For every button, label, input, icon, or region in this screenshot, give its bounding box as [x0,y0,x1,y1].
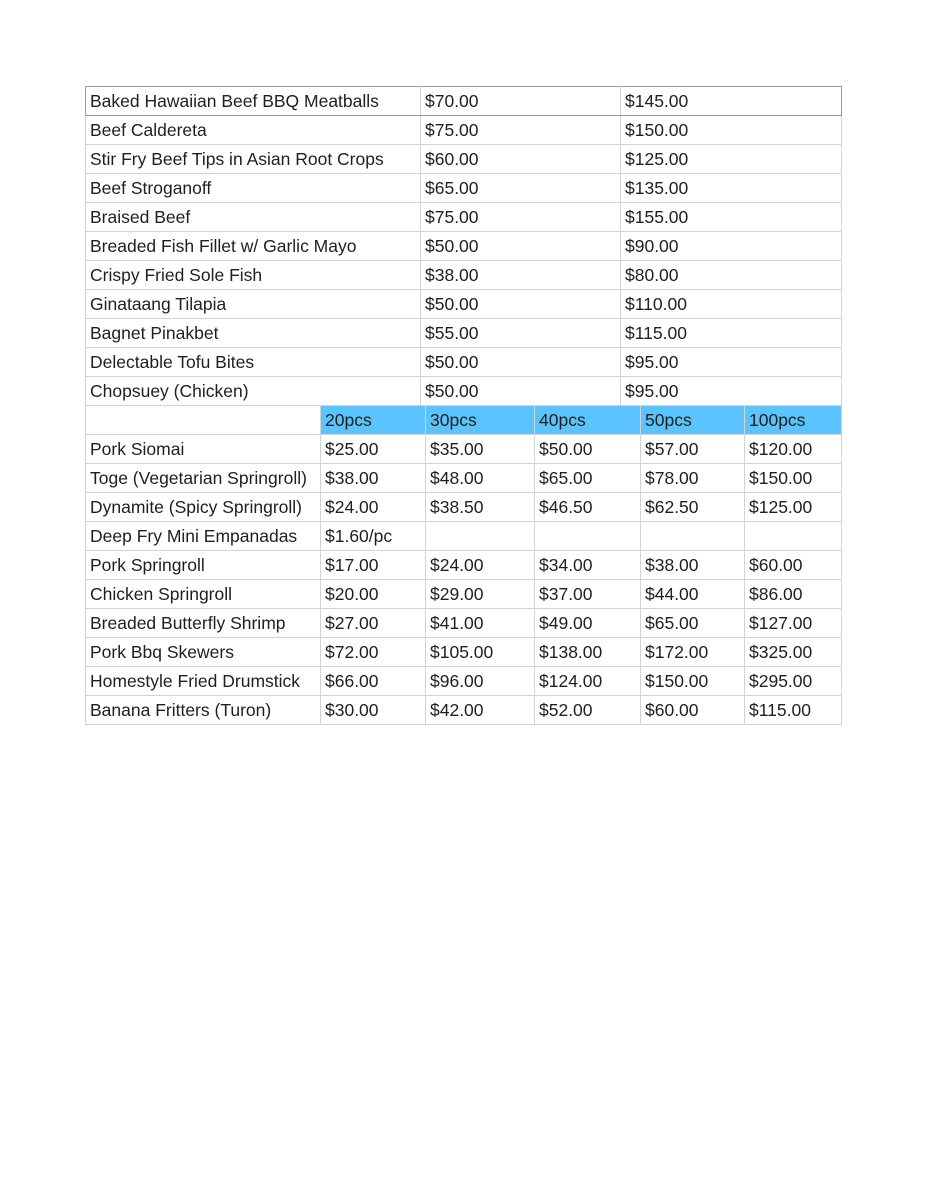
item-name: Pork Siomai [86,435,321,464]
dish-price-large: $80.00 [621,261,842,290]
pieces-price-table [85,406,842,725]
dish-price-large: $125.00 [621,145,842,174]
item-name: Homestyle Fried Drumstick [86,667,321,696]
table-row [86,464,842,493]
price-cell: $150.00 [641,667,745,696]
table-row [86,348,842,377]
dish-name: Delectable Tofu Bites [86,348,421,377]
price-cell: $72.00 [321,638,426,667]
table-row [86,609,842,638]
price-cell: $29.00 [426,580,535,609]
price-cell: $37.00 [535,580,641,609]
price-cell: $38.00 [321,464,426,493]
price-cell: $30.00 [321,696,426,725]
dish-name: Baked Hawaiian Beef BBQ Meatballs [86,87,421,116]
dish-price-small: $38.00 [421,261,621,290]
table-row [86,145,842,174]
table-row [86,435,842,464]
dish-price-small: $60.00 [421,145,621,174]
table-row [86,377,842,406]
price-cell [641,522,745,551]
item-name: Breaded Butterfly Shrimp [86,609,321,638]
item-name: Pork Bbq Skewers [86,638,321,667]
dish-price-small: $65.00 [421,174,621,203]
dish-price-large: $95.00 [621,377,842,406]
table-row [86,174,842,203]
dish-price-small: $70.00 [421,87,621,116]
table-row [86,319,842,348]
dish-name: Breaded Fish Fillet w/ Garlic Mayo [86,232,421,261]
price-cell: $34.00 [535,551,641,580]
item-name: Banana Fritters (Turon) [86,696,321,725]
price-cell: $52.00 [535,696,641,725]
price-cell: $50.00 [535,435,641,464]
price-cell: $42.00 [426,696,535,725]
price-cell: $41.00 [426,609,535,638]
price-cell: $57.00 [641,435,745,464]
price-cell: $1.60/pc [321,522,426,551]
price-cell: $38.00 [641,551,745,580]
price-cell: $124.00 [535,667,641,696]
price-cell: $105.00 [426,638,535,667]
dish-price-large: $135.00 [621,174,842,203]
menu-price-sheet [85,86,841,725]
price-cell: $78.00 [641,464,745,493]
dish-price-large: $115.00 [621,319,842,348]
price-cell: $60.00 [745,551,842,580]
pieces-header-row [86,406,842,435]
price-cell: $66.00 [321,667,426,696]
price-cell: $172.00 [641,638,745,667]
price-cell: $120.00 [745,435,842,464]
price-cell [745,522,842,551]
item-name: Toge (Vegetarian Springroll) [86,464,321,493]
price-cell: $49.00 [535,609,641,638]
price-cell: $25.00 [321,435,426,464]
item-name: Chicken Springroll [86,580,321,609]
price-cell: $295.00 [745,667,842,696]
table-row [86,493,842,522]
price-cell: $115.00 [745,696,842,725]
price-cell: $96.00 [426,667,535,696]
price-cell: $46.50 [535,493,641,522]
price-cell: $24.00 [321,493,426,522]
dish-price-small: $50.00 [421,377,621,406]
table-row [86,667,842,696]
table-row [86,203,842,232]
price-cell: $38.50 [426,493,535,522]
header-cell-40pcs: 40pcs [535,406,641,435]
price-cell: $24.00 [426,551,535,580]
price-cell: $65.00 [535,464,641,493]
dish-price-large: $155.00 [621,203,842,232]
dish-name: Beef Caldereta [86,116,421,145]
price-cell: $127.00 [745,609,842,638]
dish-name: Chopsuey (Chicken) [86,377,421,406]
dish-price-small: $55.00 [421,319,621,348]
dish-name: Stir Fry Beef Tips in Asian Root Crops [86,145,421,174]
dish-price-small: $75.00 [421,203,621,232]
dish-price-small: $50.00 [421,232,621,261]
price-cell: $44.00 [641,580,745,609]
header-cell-50pcs: 50pcs [641,406,745,435]
price-cell: $86.00 [745,580,842,609]
dish-price-small: $50.00 [421,290,621,319]
dish-price-large: $150.00 [621,116,842,145]
header-cell-20pcs: 20pcs [321,406,426,435]
item-name: Deep Fry Mini Empanadas [86,522,321,551]
dish-price-small: $75.00 [421,116,621,145]
table-row [86,696,842,725]
table-row [86,638,842,667]
item-name: Dynamite (Spicy Springroll) [86,493,321,522]
price-cell: $138.00 [535,638,641,667]
table-row [86,522,842,551]
price-cell: $150.00 [745,464,842,493]
dish-price-large: $95.00 [621,348,842,377]
price-cell: $125.00 [745,493,842,522]
table-row [86,232,842,261]
table-row [86,261,842,290]
item-name: Pork Springroll [86,551,321,580]
table-row [86,580,842,609]
price-cell: $60.00 [641,696,745,725]
dish-name: Crispy Fried Sole Fish [86,261,421,290]
header-blank-cell [86,406,321,435]
header-cell-30pcs: 30pcs [426,406,535,435]
dish-name: Braised Beef [86,203,421,232]
price-cell: $48.00 [426,464,535,493]
dish-price-large: $110.00 [621,290,842,319]
dish-price-large: $145.00 [621,87,842,116]
dish-name: Beef Stroganoff [86,174,421,203]
price-cell [426,522,535,551]
dish-price-table [85,86,842,406]
dish-price-large: $90.00 [621,232,842,261]
dish-price-small: $50.00 [421,348,621,377]
table-row [86,87,842,116]
table-row [86,290,842,319]
dish-name: Bagnet Pinakbet [86,319,421,348]
header-cell-100pcs: 100pcs [745,406,842,435]
price-cell: $62.50 [641,493,745,522]
price-cell: $17.00 [321,551,426,580]
price-cell: $65.00 [641,609,745,638]
price-cell [535,522,641,551]
price-cell: $20.00 [321,580,426,609]
dish-name: Ginataang Tilapia [86,290,421,319]
table-row [86,551,842,580]
price-cell: $35.00 [426,435,535,464]
table-row [86,116,842,145]
price-cell: $27.00 [321,609,426,638]
price-cell: $325.00 [745,638,842,667]
